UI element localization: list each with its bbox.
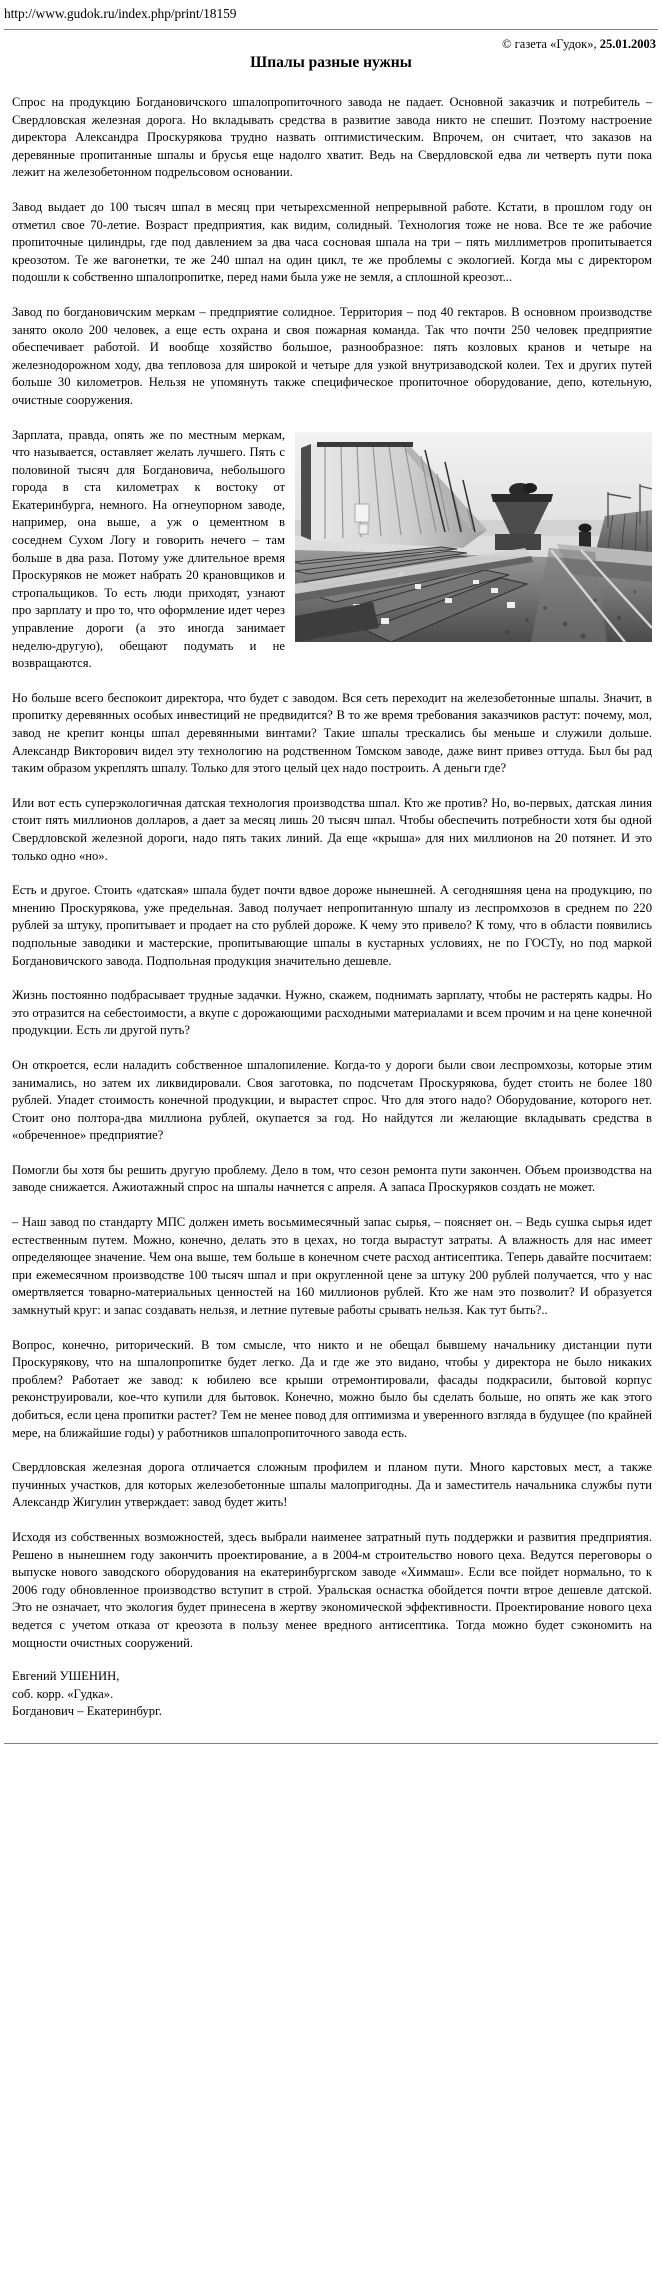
article-paragraph: Завод выдает до 100 тысяч шпал в месяц при четырехсменной непрерывной работе. Кстати, в прошлом году он отметил свое 70-летие. Возраст предприятия, как видим, солидный. Технология тоже не нова. Все те же рабочие пропиточные цилиндры, где под давлением за два часа сосновая шпала на три – пять миллиметров пропитывается креозотом. Те же вагонетки, те же 240 шпал на один цикл, те же проблемы с экологией. Когда мы с директором подошли к собственно шпалопропитке, перед нами была уже не земля, а сплошной креозот... [12, 199, 652, 285]
page-title: Шпалы разные нужны [250, 54, 412, 71]
author-name: Евгений УШЕНИН, [12, 1669, 120, 1684]
article-paragraph: Он откроется, если наладить собственное шпалопиление. Когда-то у дороги были свои леспромхозы, которые этим занимались, но затем их ликвидировали. Своя заготовка, по подсчетам Проскурякова, будет стоить не более 180 рублей. Упадет стоимость конечной продукции, и вырастет спрос. Что для этого надо? Оборудование, которого нет. Стоит оно полтора-два миллиона рублей, окупается за год. Но найдутся ли желающие вкладывать средства в «обреченное» предприятие? [12, 1057, 652, 1143]
author-location: Богданович – Екатеринбург. [12, 1704, 162, 1719]
print-url-header: http://www.gudok.ru/index.php/print/18159 [4, 6, 237, 21]
publication-date: 25.01.2003 [599, 37, 656, 51]
article-paragraph: Жизнь постоянно подбрасывает трудные задачки. Нужно, скажем, поднимать зарплату, чтобы не растерять кадры. Но это отразится на себестоимости, а вкупе с дорожающими расходными материалами и всем прочим и на цене конечной продукции. Есть ли другой путь? [12, 988, 652, 1038]
railway-photo-graphic [295, 432, 652, 642]
article-paragraph: Вопрос, конечно, риторический. В том смысле, что никто и не обещал бывшему начальнику дистанции пути Проскурякову, что на шпалопропитке будет легко. Да и где же это видано, чтобы у директора не было никаких проблем? Работает же завод: к юбилею все крыши отремонтировали, фасады подкрасили, бытовой корпус реконструировали, кое-что купили для бытовок. Конечно, можно было бы сделать больше, но опять же как этого добиться, если цена пропитки растет? Тем не менее повод для оптимизма и уверенного взгляда в будущее (по крайней мере, на ближайшие годы) у работников шпалопропиточного завода есть. [12, 1337, 652, 1440]
article-paragraph: Зарплата, правда, опять же по местным меркам, что называется, оставляет желать лучшего. Пять с половиной тысяч для Богдановича, небольшого города в ста километрах к востоку от Екатеринбурга, немного. На огнеупорном заводе, например, она выше, а уж о цементном в соседнем Сухом Логу и говорить нечего – там больше в два раза. Потому уже длительное время Проскуряков не может набрать 20 крановщиков и стропальщиков. То есть люди приходят, узнают про зарплату и про то, что оформление идет через управление дороги (а это иногда занимает неделю-другую), обещают подумать и не возвращаются. [12, 427, 285, 671]
article-paragraph: – Наш завод по стандарту МПС должен иметь восьмимесячный запас сырья, – поясняет он. – Ведь сушка сырья идет естественным путем. Можно, конечно, делать это в цехах, но тогда вырастут затраты. А влажность для нас имеет определяющее значение. Чем она выше, тем больше в конечном счете расход антисептика. Теперь давайте посчитаем: при ежемесячном производстве 100 тысяч шпал и при округленной цене за штуку 200 рублей получается, что у нас омертвляется товарно-материальных ценностей на 160 миллионов рублей. Кто же нам это позволит? И образуется замкнутый круг: и запас создавать нельзя, и летние путевые работы срывать нельзя. Как тут быть?.. [12, 1215, 652, 1318]
article-photo [295, 432, 652, 642]
masthead [6, 37, 656, 52]
article-paragraph: Есть и другое. Стоить «датская» шпала будет почти вдвое дороже нынешней. А сегодняшняя цена на продукцию, по мнению Проскурякова, уже предельная. Завод получает непропитанную шпалу из леспромхозов в среднем по 220 рублей за штуку, пропитывает и продает на сто рублей дороже. К чему это привело? К тому, что в области появились подпольные заводики и мастерские, пропитывающие шпалы в кустарных условиях, не по ГОСТу, но под маркой Богдановичского завода. Подпольная продукция значительно дешевле. [12, 883, 652, 968]
article-paragraph: Завод по богдановичским меркам – предприятие солидное. Территория – под 40 гектаров. В основном производстве занято около 200 человек, а еще есть охрана и своя пожарная команда. Так что почти 250 человек предприятие обеспечивает работой. И вообще хозяйство большое, разнообразное: пять козловых кранов и четыре на железнодорожном ходу, два тепловоза для широкой и четыре для узкой внутризаводской колеи. Тех и других путей больше 30 километров. Нельзя не упомянуть также специфическое пропиточное оборудование, депо, котельную, очистные сооружения. [12, 304, 652, 407]
article-paragraph: Спрос на продукцию Богдановичского шпалопропиточного завода не падает. Основной заказчик и потребитель – Свердловская железная дорога. Но вкладывать средства в развитие завода никто не спешит. Поэтому настроение директора Александра Проскурякова трудно назвать оптимистическим. Впрочем, он считает, что заказов на деревянные пропитанные шпалы и брусья еще надолго хватит. Ведь на Свердловской едва ли четверть пути пока лежит на железобетонном подрельсовом основании. [12, 95, 652, 180]
article-paragraph: Помогли бы хотя бы решить другую проблему. Дело в том, что сезон ремонта пути закончен. Объем производства на заводе снижается. Ажиотажный спрос на шпалы начнется с апреля. А запаса Проскуряков создать не может. [12, 1162, 652, 1195]
header-divider [4, 29, 658, 30]
article-paragraph: Или вот есть суперэкологичная датская технология производства шпал. Кто же против? Но, во-первых, датская линия стоит пять миллионов долларов, а дает за месяц лишь 20 тысяч шпал. Чтобы обеспечить потребности хотя бы одной Свердловской железной дороги, надо пять таких линий. Да еще «крыша» для них миллионов на 20 потянет. И это только одно «но». [12, 795, 652, 863]
author-role: соб. корр. «Гудка». [12, 1686, 114, 1701]
footer-divider [4, 1743, 658, 1744]
article-paragraph: Но больше всего беспокоит директора, что будет с заводом. Вся сеть переходит на железобетонные шпалы. Значит, в пропитку деревянных особых инвестиций не предвидится? В то же время требования заказчиков растут: почему, мол, завод не крепит концы шпал деревянными винтами? Такие шпалы трескались бы меньше и служили дольше. Александр Викторович видел эту технологию на родственном Томском заводе, даже винт привез оттуда. Был бы рад таким образом укреплять шпалу. Только для этого целый цех надо построить. А деньги где? [12, 690, 652, 776]
article-signature [12, 1668, 652, 1721]
article-paragraph: Свердловская железная дорога отличается сложным профилем и планом пути. Много карстовых мест, а также пучинных участков, для которых железобетонные шпалы малопригодны. Да и заместитель начальника службы пути Александр Жигулин утверждает: завод будет жить! [12, 1460, 652, 1510]
copyright-source: © газета «Гудок», [502, 37, 597, 51]
article-paragraph: Исходя из собственных возможностей, здесь выбрали наименее затратный путь поддержки и развития предприятия. Решено в нынешнем году закончить проектирование, а в 2004-м строительство нового цеха. Ведутся переговоры о выпуске нового заводского оборудования на екатеринбургском заводе «Химмаш». Если все пойдет нормально, то к 2006 году обновленное производство вступит в строй. Уральская оснастка обойдется почти втрое дешевле датской. Это не означает, что экология будет принесена в жертву экономической эффективности. Проектирование нового цеха ведется с учетом отказа от креозота в пользу менее вредного антисептика. Тогда можно будет сэкономить на мощности очистных сооружений. [12, 1529, 652, 1650]
article-body [12, 72, 652, 1668]
